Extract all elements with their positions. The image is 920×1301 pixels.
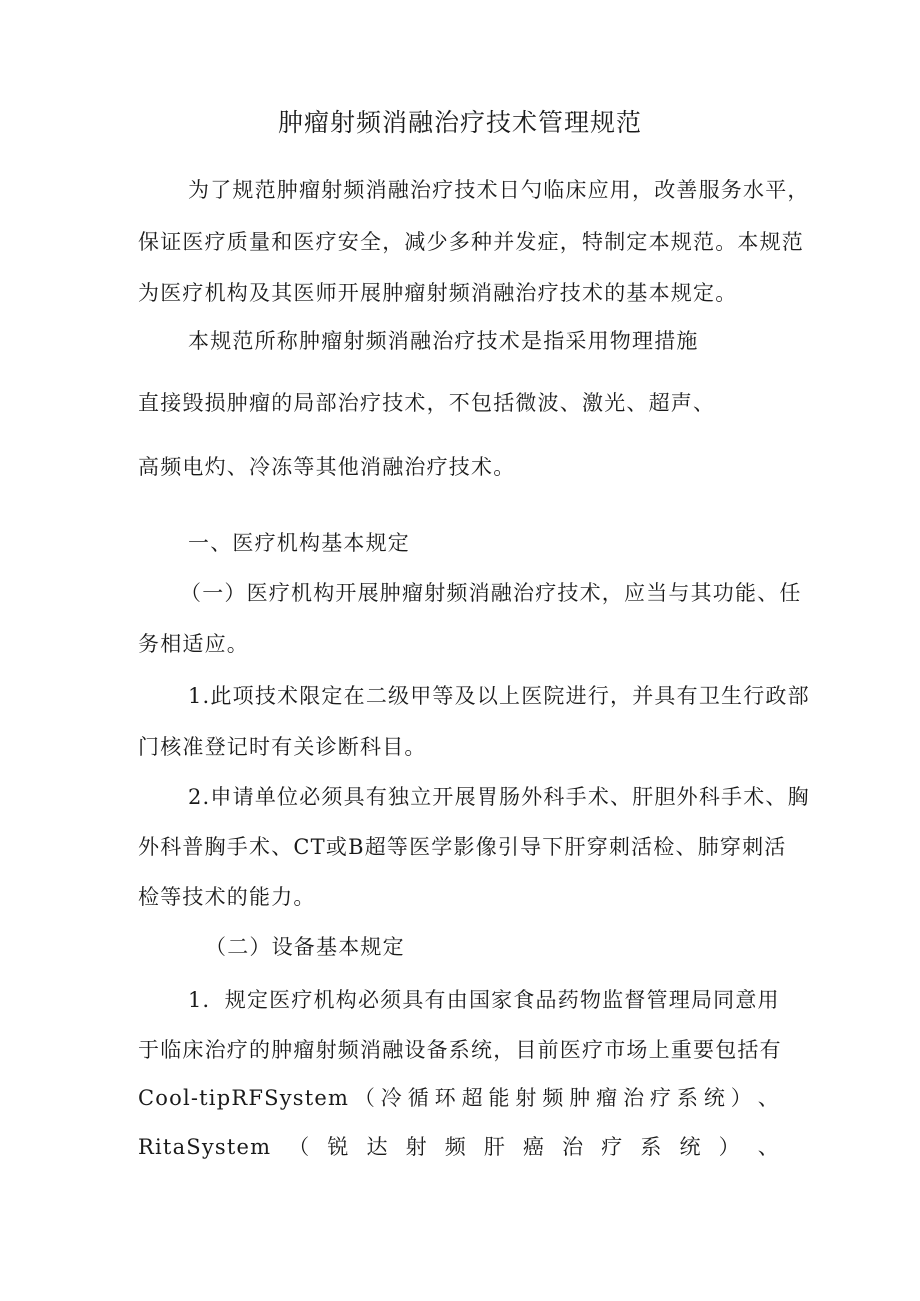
line4-token: 癌 xyxy=(522,1135,546,1159)
sub2-item1-line1: 1．规定医疗机构必须具有由国家食品药物监督管理局同意用 xyxy=(188,988,780,1012)
section1-heading: 一、医疗机构基本规定 xyxy=(188,531,410,555)
line4-token: 统 xyxy=(679,1135,702,1159)
line3-token: 治 xyxy=(623,1086,646,1110)
intro-p2-line1: 本规范所称肿瘤射频消融治疗技术是指采用物理措施 xyxy=(188,329,699,353)
sub1-line1: （一）医疗机构开展肿瘤射频消融治疗技术，应当与其功能、任 xyxy=(180,581,802,605)
line4-token: 治 xyxy=(562,1135,585,1159)
sub2-item1-line4 xyxy=(138,1133,780,1161)
line3-token: 能 xyxy=(488,1086,511,1110)
line3-token: 冷 xyxy=(380,1086,403,1110)
intro-p2-line3: 高频电灼、冷冻等其他消融治疗技术。 xyxy=(138,455,516,479)
line4-token: 系 xyxy=(640,1135,663,1159)
sub1-line2: 务相适应。 xyxy=(138,632,249,656)
line4-token: 射 xyxy=(405,1135,428,1159)
line4-token: 疗 xyxy=(601,1135,624,1159)
line3-token: （ xyxy=(353,1086,377,1110)
sub1-item2-line2: 外科普胸手术、CT或B超等医学影像引导下肝穿刺活检、肺穿刺活 xyxy=(138,835,787,859)
line3-token: 循 xyxy=(407,1086,430,1110)
line4-token: ） xyxy=(718,1135,741,1159)
intro-p1-line2: 保证医疗质量和医疗安全，减少多种并发症，特制定本规范。本规范 xyxy=(138,230,804,254)
sub2-heading: （二）设备基本规定 xyxy=(205,935,405,959)
line3-token: 瘤 xyxy=(596,1086,619,1110)
line3-token: 、 xyxy=(757,1086,780,1110)
line3-token: 系 xyxy=(676,1086,700,1110)
line4-token: 、 xyxy=(757,1135,780,1159)
line3-token: Cool-tipRFSystem xyxy=(138,1086,350,1110)
sub1-item1-line2: 门核准登记时有关诊断科目。 xyxy=(138,735,427,759)
intro-p1-line3: 为医疗机构及其医师开展肿瘤射频消融治疗技术的基本规定。 xyxy=(138,281,738,305)
line3-token: 疗 xyxy=(650,1086,673,1110)
line3-token: 超 xyxy=(461,1086,484,1110)
line3-token: 射 xyxy=(515,1086,538,1110)
line4-token: （ xyxy=(288,1135,311,1159)
sub1-item2-line1: 2.申请单位必须具有独立开展胃肠外科手术、肝胆外科手术、胸 xyxy=(188,785,810,809)
line4-token: RitaSystem xyxy=(138,1135,272,1159)
line3-token: 环 xyxy=(434,1086,457,1110)
sub2-item1-line3 xyxy=(138,1084,780,1112)
line3-token: 统 xyxy=(703,1086,727,1110)
sub1-item2-line3: 检等技术的能力。 xyxy=(138,885,316,909)
line4-token: 锐 xyxy=(327,1135,350,1159)
line4-token: 频 xyxy=(444,1135,467,1159)
line3-token: 肿 xyxy=(569,1086,592,1110)
line3-token: ） xyxy=(730,1086,753,1110)
document-title: 肿瘤射频消融治疗技术管理规范 xyxy=(277,108,642,137)
intro-p1-line1: 为了规范肿瘤射频消融治疗技术日勺临床应用，改善服务水平， xyxy=(188,178,810,202)
line4-token: 肝 xyxy=(483,1135,507,1159)
sub1-item1-line1: 1.此项技术限定在二级甲等及以上医院进行，并具有卫生行政部 xyxy=(188,684,810,708)
sub2-item1-line2: 于临床治疗的肿瘤射频消融设备系统，目前医疗市场上重要包括有 xyxy=(138,1038,782,1062)
intro-p2-line2: 直接毁损肿瘤的局部治疗技术，不包括微波、激光、超声、 xyxy=(138,391,716,415)
line4-token: 达 xyxy=(366,1135,389,1159)
line3-token: 频 xyxy=(542,1086,565,1110)
